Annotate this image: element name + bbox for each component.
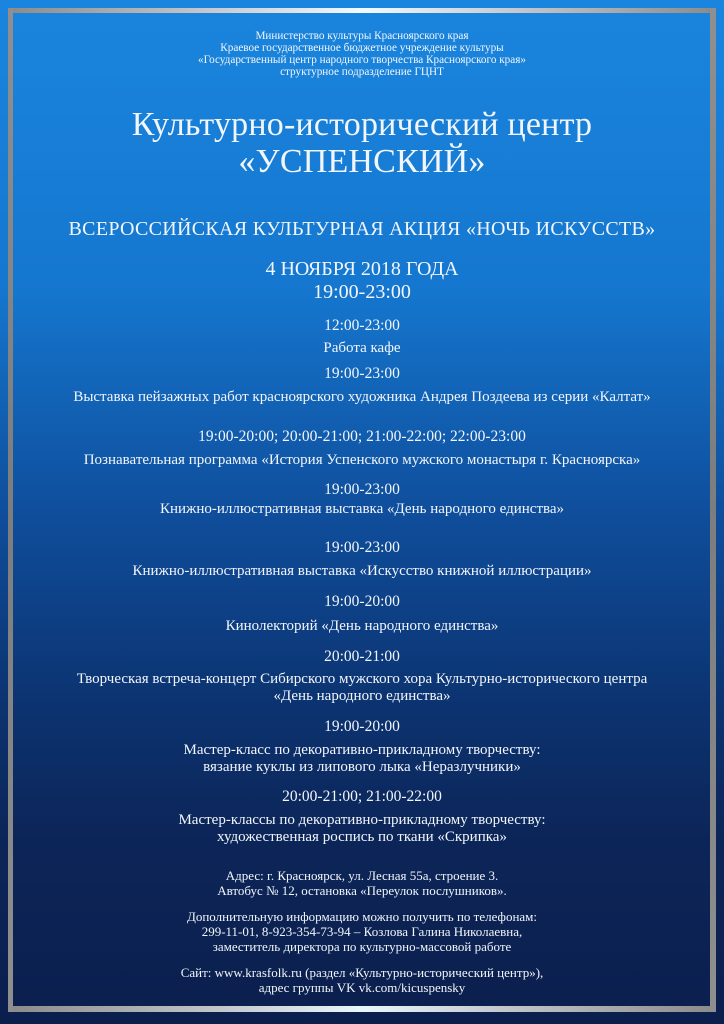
program-item-description: Работа кафе (323, 340, 401, 356)
org-line: Краевое государственное бюджетное учреждение культуры (220, 42, 504, 54)
program-item-description: Мастер-классы по декоративно-прикладному творчеству: (178, 812, 546, 828)
frame-bottom-border (8, 1006, 716, 1012)
event-subtitle: ВСЕРОССИЙСКАЯ КУЛЬТУРНАЯ АКЦИЯ «НОЧЬ ИСКУССТВ» (68, 218, 656, 240)
contact-line: Дополнительную информацию можно получить по телефонам: (186, 909, 538, 924)
program-item-description: вязание куклы из липового лыка «Неразлучники» (203, 759, 521, 775)
program-item-description: Книжно-иллюстративная выставка «День народного единства» (159, 501, 565, 517)
program-item-time: 19:00-20:00 (324, 593, 400, 610)
page-title-name: «УСПЕНСКИЙ» (238, 143, 486, 180)
address-line: Автобус № 12, остановка «Переулок послушников». (217, 883, 507, 898)
program-item-description: Кинолекторий «День народного единства» (225, 618, 499, 634)
address-line: Адрес: г. Красноярск, ул. Лесная 55а, строение 3. (225, 868, 499, 883)
event-date: 4 НОЯБРЯ 2018 ГОДА (265, 258, 459, 280)
program-item-description: Книжно-иллюстративная выставка «Искусство книжной иллюстрации» (132, 563, 592, 579)
org-line: структурное подразделение ГЦНТ (280, 66, 444, 78)
org-line: Министерство культуры Красноярского края (255, 30, 469, 42)
program-item-time: 19:00-20:00 (324, 718, 400, 735)
event-hours: 19:00-23:00 (313, 281, 411, 303)
contact-phones: 299-11-01, 8-923-354-73-94 – Козлова Галина Николаевна, (201, 924, 523, 939)
frame-top-border (8, 8, 716, 13)
program-item-description: художественная роспись по ткани «Скрипка» (217, 829, 507, 845)
program-item-time: 20:00-21:00 (324, 648, 400, 665)
program-item-time: 20:00-21:00; 21:00-22:00 (282, 788, 442, 805)
program-item-description: «День народного единства» (273, 688, 451, 704)
program-item-description: Мастер-класс по декоративно-прикладному творчеству: (183, 742, 541, 758)
page-title: Культурно-исторический центр (131, 106, 593, 143)
org-line: «Государственный центр народного творчества Красноярского края» (198, 54, 526, 66)
website-line: Сайт: www.krasfolk.ru (раздел «Культурно-исторический центр»), (180, 965, 544, 980)
program-item-description: Выставка пейзажных работ красноярского художника Андрея Поздеева из серии «Калтат» (73, 389, 651, 405)
program-item-time: 19:00-23:00 (324, 481, 400, 498)
contact-line: заместитель директора по культурно-массовой работе (212, 939, 512, 954)
program-item-time: 19:00-23:00 (324, 365, 400, 382)
program-item-time: 19:00-23:00 (324, 539, 400, 556)
program-item-description: Творческая встреча-концерт Сибирского мужского хора Культурно-исторического центра (76, 671, 648, 687)
program-item-description: Познавательная программа «История Успенского мужского монастыря г. Красноярска» (83, 452, 641, 468)
program-item-time: 19:00-20:00; 20:00-21:00; 21:00-22:00; 22:00-23:00 (198, 428, 526, 445)
vk-group-line: адрес группы VK vk.com/kicuspensky (258, 980, 466, 995)
program-item-time: 12:00-23:00 (324, 317, 400, 334)
